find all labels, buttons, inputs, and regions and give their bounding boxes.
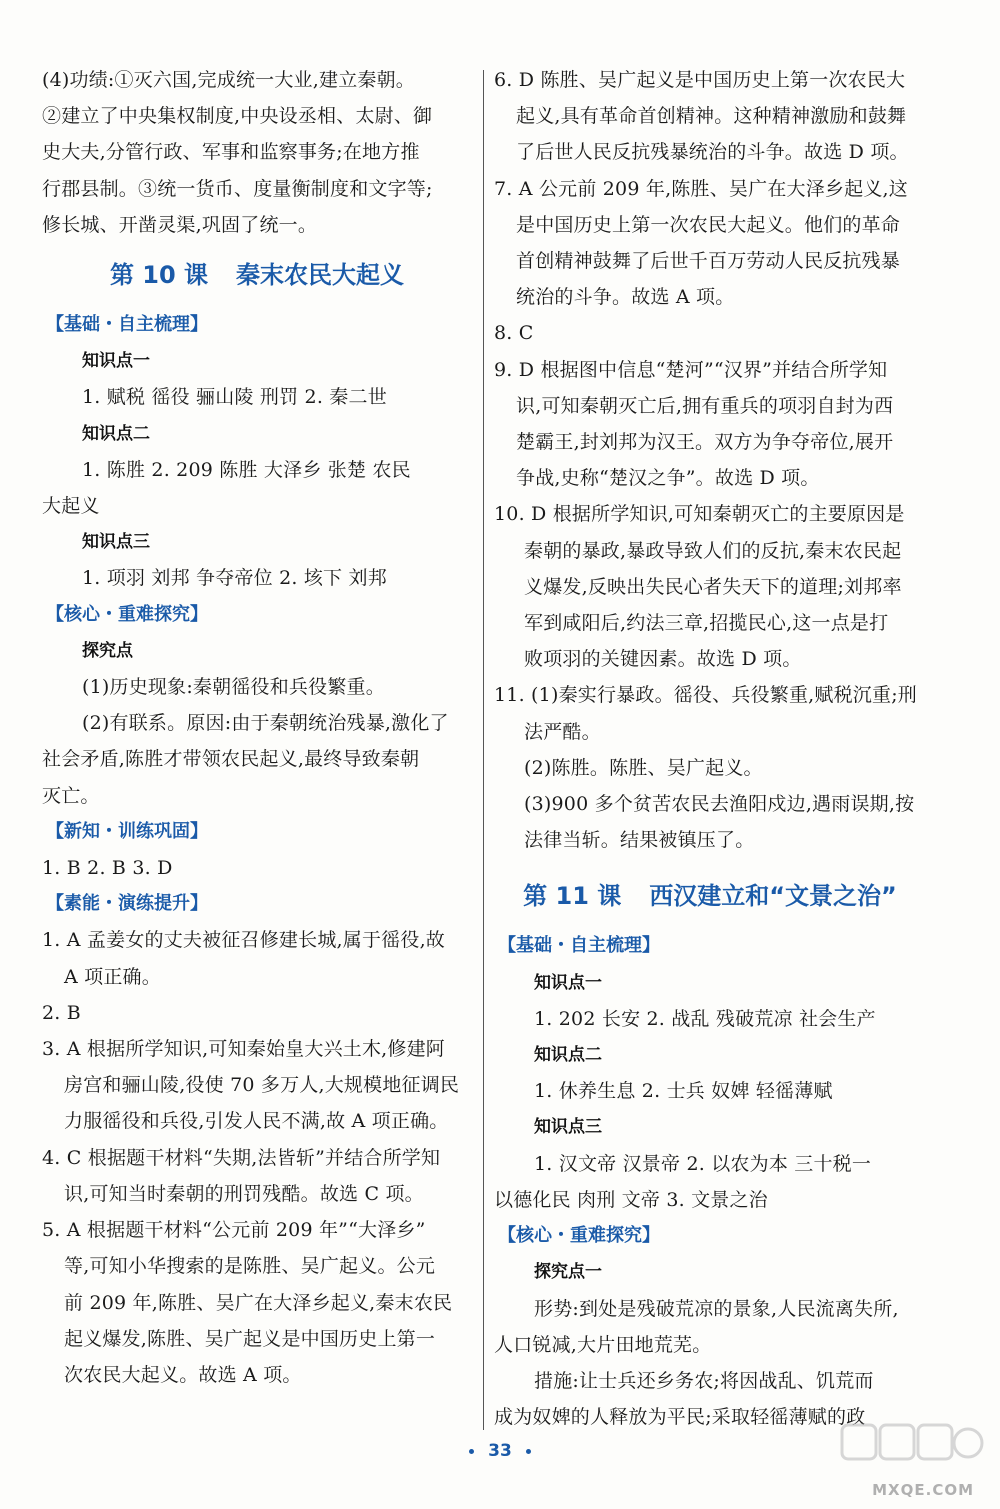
- answer-line: 1. B 2. B 3. D: [42, 857, 173, 880]
- answer-line: 1. 休养生息 2. 士兵 奴婢 轻徭薄赋: [534, 1080, 833, 1103]
- text-line: 人口锐减,大片田地荒芜。: [494, 1333, 712, 1356]
- question-6-cont: 了后世人民反抗残暴统治的斗争。故选 D 项。: [516, 141, 909, 164]
- answer-line: 大起义: [42, 495, 100, 518]
- question-9-cont: 识,可知秦朝灭亡后,拥有重兵的项羽自封为西: [516, 394, 894, 417]
- answer-line: 以德化民 肉刑 文帝 3. 文景之治: [494, 1188, 768, 1211]
- question-7-cont: 统治的斗争。故选 A 项。: [516, 286, 735, 309]
- text-line: 灭亡。: [42, 784, 100, 807]
- left-column: [42, 62, 472, 1393]
- footer-dot-icon: [526, 1449, 531, 1454]
- question-3-cont: 力服徭役和兵役,引发人民不满,故 A 项正确。: [64, 1110, 449, 1133]
- question-10: 10. D 根据所学知识,可知秦朝灭亡的主要原因是: [494, 503, 905, 526]
- text-line: 形势:到处是残破荒凉的景象,人民流离失所,: [534, 1297, 899, 1320]
- knowledge-point-3: 知识点三: [82, 532, 150, 553]
- question-6-cont: 起义,具有革命首创精神。这种精神激励和鼓舞: [516, 105, 907, 128]
- text-line: 史大夫,分管行政、军事和监察事务;在地方推: [42, 141, 420, 164]
- question-10-cont: 秦朝的暴政,暴政导致人们的反抗,秦末农民起: [524, 539, 902, 562]
- question-7-cont: 首创精神鼓舞了后世千百万劳动人民反抗残暴: [516, 250, 901, 273]
- text-line: 成为奴婢的人释放为平民;采取轻徭薄赋的政: [494, 1406, 866, 1429]
- text-line: 修长城、开凿灵渠,巩固了统一。: [42, 213, 318, 236]
- lesson-name: 秦末农民大起义: [236, 261, 405, 290]
- answer-line: 1. 202 长安 2. 战乱 残破荒凉 社会生产: [534, 1007, 876, 1030]
- answer-line: 1. 陈胜 2. 209 陈胜 大泽乡 张楚 农民: [82, 458, 411, 481]
- answer-line: 1. 汉文帝 汉景帝 2. 以农为本 三十税一: [534, 1152, 872, 1175]
- lesson-11-title: [494, 858, 926, 928]
- question-10-cont: 义爆发,反映出失民心者失天下的道理;刘邦率: [524, 575, 902, 598]
- knowledge-point-2: 知识点二: [534, 1045, 602, 1066]
- lesson-number: 第 10 课: [109, 261, 209, 290]
- question-6: 6. D 陈胜、吴广起义是中国历史上第一次农民大: [494, 69, 906, 91]
- knowledge-point-3: 知识点三: [534, 1117, 602, 1138]
- section-new: 【新知・训练巩固】: [46, 820, 208, 842]
- watermark-text: MXQE.COM: [872, 1481, 974, 1499]
- question-5-cont: 次农民大起义。故选 A 项。: [64, 1363, 302, 1386]
- page-number: 33: [488, 1441, 512, 1461]
- question-1: 1. A 孟姜女的丈夫被征召修建长城,属于徭役,故: [42, 929, 446, 952]
- answer-line: 1. 赋税 徭役 骊山陵 刑罚 2. 秦二世: [82, 386, 387, 409]
- question-7: 7. A 公元前 209 年,陈胜、吴广在大泽乡起义,这: [494, 177, 908, 200]
- explore-point-1: 探究点一: [534, 1262, 602, 1283]
- text-line: (4)功绩:①灭六国,完成统一大业,建立秦朝。: [42, 69, 415, 91]
- question-4: 4. C 根据题干材料“失期,法皆斩”并结合所学知: [42, 1146, 441, 1169]
- knowledge-point-1: 知识点一: [534, 972, 602, 993]
- question-3-cont: 房宫和骊山陵,役使 70 多万人,大规模地征调民: [64, 1074, 460, 1097]
- section-skill: 【素能・演练提升】: [46, 893, 208, 915]
- question-11-cont: (2)陈胜。陈胜、吴广起义。: [524, 756, 763, 779]
- knowledge-point-1: 知识点一: [82, 351, 150, 372]
- question-9-cont: 争战,史称“楚汉之争”。故选 D 项。: [516, 467, 820, 490]
- section-basic: 【基础・自主梳理】: [46, 314, 208, 336]
- lesson-name: 西汉建立和“文景之治”: [649, 882, 897, 911]
- question-10-cont: 军到咸阳后,约法三章,招揽民心,这一点是打: [524, 612, 889, 635]
- question-8: 8. C: [494, 322, 534, 345]
- lesson-10-title: [42, 243, 472, 307]
- question-11-cont: 法严酷。: [524, 720, 601, 743]
- question-5-cont: 起义爆发,陈胜、吴广起义是中国历史上第一: [64, 1327, 436, 1350]
- explore-point: 探究点: [82, 640, 133, 661]
- column-divider: [483, 70, 484, 1430]
- text-line: (1)历史现象:秦朝徭役和兵役繁重。: [82, 676, 385, 699]
- question-1-cont: A 项正确。: [64, 965, 161, 988]
- question-9: 9. D 根据图中信息“楚河”“汉界”并结合所学知: [494, 358, 888, 381]
- question-5: 5. A 根据题干材料“公元前 209 年”“大泽乡”: [42, 1219, 426, 1242]
- text-line: 行郡县制。③统一货币、度量衡制度和文字等;: [42, 177, 433, 200]
- question-2: 2. B: [42, 1001, 81, 1024]
- right-column: [494, 62, 926, 1435]
- section-core: 【核心・重难探究】: [46, 603, 208, 625]
- question-10-cont: 败项羽的关键因素。故选 D 项。: [524, 648, 802, 671]
- knowledge-point-2: 知识点二: [82, 423, 150, 444]
- text-line: 措施:让士兵还乡务农;将因战乱、饥荒而: [534, 1369, 874, 1392]
- question-9-cont: 楚霸王,封刘邦为汉王。双方为争夺帝位,展开: [516, 431, 894, 454]
- question-5-cont: 等,可知小华搜索的是陈胜、吴广起义。公元: [64, 1255, 436, 1278]
- footer-dot-icon: [469, 1449, 474, 1454]
- section-core: 【核心・重难探究】: [498, 1225, 660, 1247]
- question-11-cont: (3)900 多个贫苦农民去渔阳戍边,遇雨误期,按: [524, 793, 915, 816]
- section-basic: 【基础・自主梳理】: [498, 935, 660, 957]
- question-11: 11. (1)秦实行暴政。徭役、兵役繁重,赋税沉重;刑: [494, 684, 918, 707]
- question-3: 3. A 根据所学知识,可知秦始皇大兴土木,修建阿: [42, 1038, 446, 1061]
- question-5-cont: 前 209 年,陈胜、吴广在大泽乡起义,秦末农民: [64, 1291, 453, 1314]
- question-7-cont: 是中国历史上第一次农民大起义。他们的革命: [516, 213, 901, 236]
- question-4-cont: 识,可知当时秦朝的刑罚残酷。故选 C 项。: [64, 1182, 424, 1205]
- question-11-cont: 法律当斩。结果被镇压了。: [524, 829, 755, 852]
- text-line: ②建立了中央集权制度,中央设丞相、太尉、御: [42, 105, 433, 128]
- text-line: 社会矛盾,陈胜才带领农民起义,最终导致秦朝: [42, 748, 420, 771]
- answer-line: 1. 项羽 刘邦 争夺帝位 2. 垓下 刘邦: [82, 567, 387, 590]
- lesson-number: 第 11 课: [523, 882, 622, 911]
- text-line: (2)有联系。原因:由于秦朝统治残暴,激化了: [82, 712, 449, 735]
